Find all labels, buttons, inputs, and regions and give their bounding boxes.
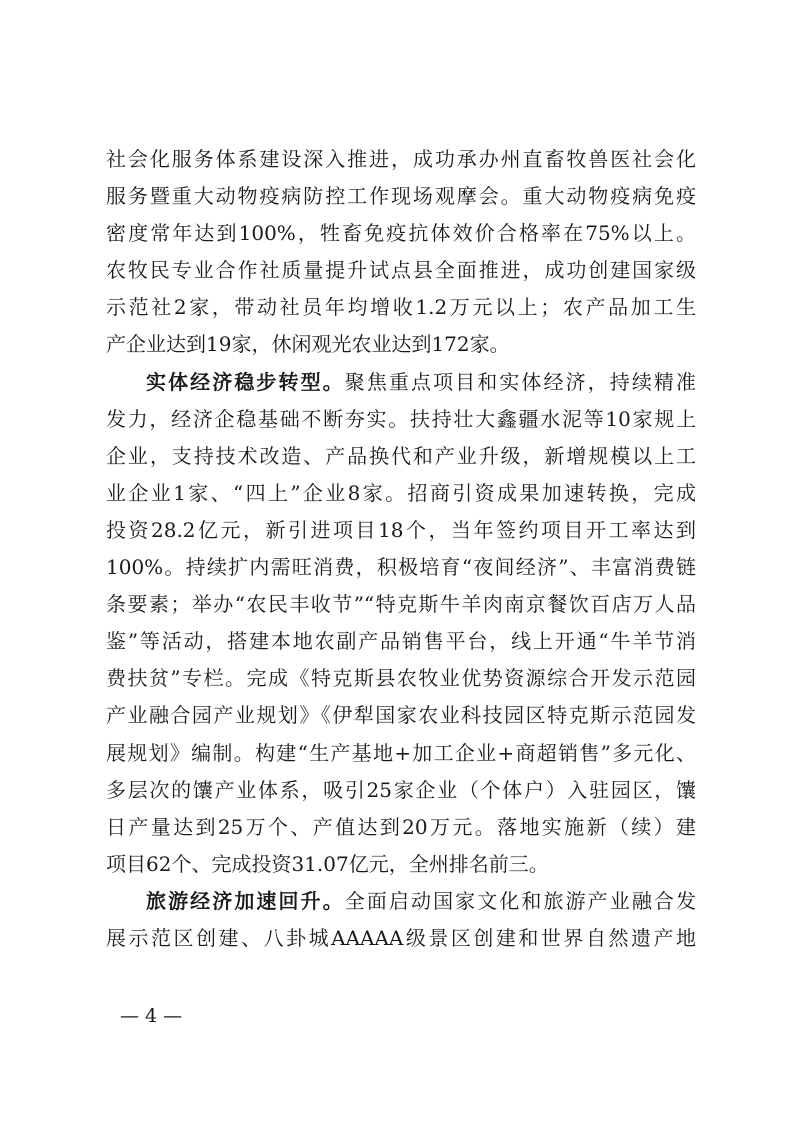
text-line: 农牧民专业合作社质量提升试点县全面推进，成功创建国家级 (106, 258, 696, 283)
paragraph-heading: 实体经济稳步转型。 (146, 369, 345, 394)
text-line: 日产量达到25万个、产值达到20万元。落地实施新（续）建 (106, 814, 696, 839)
text-line: 产业融合园产业规划》《伊犁国家农业科技园区特克斯示范园发 (106, 703, 696, 728)
text-line: 展规划》编制。构建“生产基地+加工企业+商超销售”多元化、 (106, 740, 696, 765)
text-line: 多层次的馕产业体系，吸引25家企业（个体户）入驻园区，馕 (106, 777, 696, 802)
text-line: 服务暨重大动物疫病防控工作现场观摩会。重大动物疫病免疫 (106, 184, 696, 209)
paragraph-heading: 旅游经济加速回升。 (146, 888, 345, 913)
text-line: 100%。持续扩内需旺消费，积极培育“夜间经济”、丰富消费链 (106, 555, 696, 580)
text-line: 费扶贫”专栏。完成《特克斯县农牧业优势资源综合开发示范园 (106, 666, 696, 691)
text-line: 产企业达到19家，休闲观光农业达到172家。 (106, 332, 510, 357)
text-line: 发力，经济企稳基础不断夯实。扶持壮大鑫疆水泥等10家规上 (106, 406, 696, 431)
text-line: 展示范区创建、八卦城AAAAA级景区创建和世界自然遗产地 (106, 925, 696, 950)
text-line: 社会化服务体系建设深入推进，成功承办州直畜牧兽医社会化 (106, 147, 696, 171)
paragraph-first-line (106, 883, 696, 920)
text-line: 业企业1家、“四上”企业8家。招商引资成果加速转换，完成 (106, 480, 696, 505)
text-line: 企业，支持技术改造、产品换代和产业升级，新增规模以上工 (106, 443, 696, 468)
text-line: 投资28.2亿元，新引进项目18个，当年签约项目开工率达到 (106, 517, 696, 542)
page-number: — 4 — (120, 1005, 183, 1027)
text-line: 密度常年达到100%，牲畜免疫抗体效价合格率在75%以上。 (106, 221, 696, 246)
paragraph-text: 聚焦重点项目和实体经济，持续精准 (344, 369, 696, 394)
text-line: 条要素；举办“农民丰收节”“特克斯牛羊肉南京餐饮百店万人品 (106, 592, 696, 617)
body-text (106, 141, 696, 957)
paragraph-first-line (106, 364, 696, 401)
text-line: 示范社2家，带动社员年均增收1.2万元以上；农产品加工生 (106, 295, 696, 320)
text-line: 鉴”等活动，搭建本地农副产品销售平台，线上开通“牛羊节消 (106, 629, 696, 654)
text-line: 项目62个、完成投资31.07亿元，全州排名前三。 (106, 851, 549, 876)
paragraph-text: 全面启动国家文化和旅游产业融合发 (344, 888, 696, 913)
